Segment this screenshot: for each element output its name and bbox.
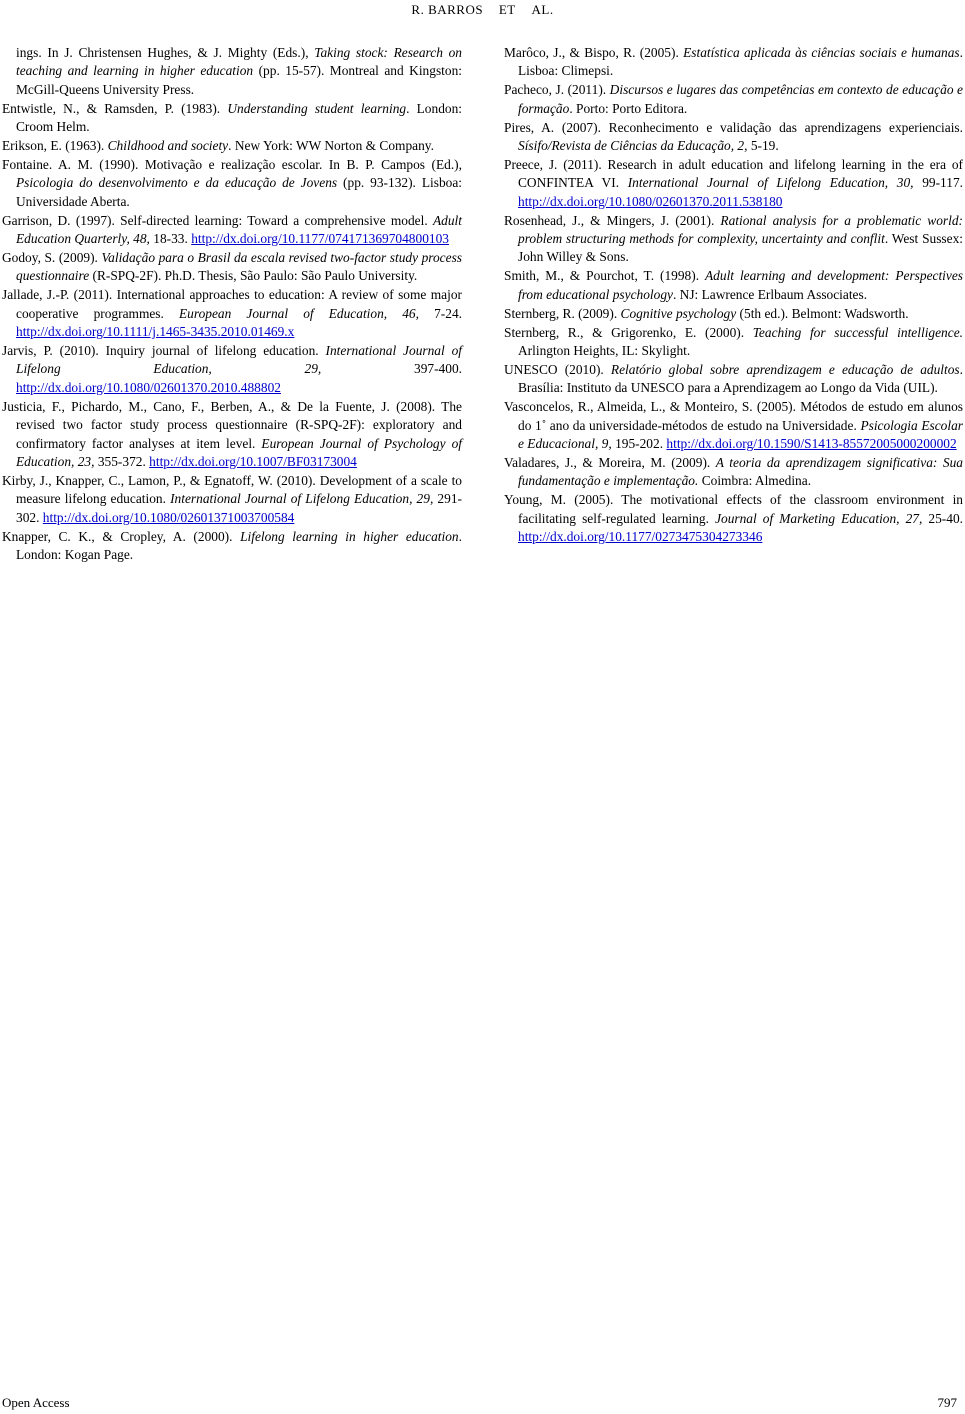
running-head — [0, 2, 965, 18]
reference-text: (pp. 15-57). Montreal and Kingston: McGill-Queens University Press. — [16, 63, 462, 97]
reference-text: ings. In J. Christensen Hughes, & J. Mighty (Eds.), — [16, 45, 315, 60]
reference-title: Sísifo/Revista de Ciências da Educação, 2, — [518, 138, 748, 154]
reference-entry — [504, 454, 963, 491]
references-right-column — [504, 44, 963, 547]
reference-entry — [504, 491, 963, 546]
reference-title: Relatório global sobre aprendizagem e educação de adultos — [610, 361, 960, 377]
reference-text: 397-400. — [321, 361, 462, 377]
reference-text: UNESCO (2010). — [504, 361, 611, 377]
running-head-author: R. BARROS — [411, 2, 484, 17]
reference-text: Sternberg, R., & Grigorenko, E. (2000). — [504, 324, 753, 340]
running-head-al: AL. — [531, 2, 554, 17]
reference-text: Coimbra: Almedina. — [698, 473, 812, 489]
reference-text: Jallade, J.-P. (2011). International approaches to education: A review of some major cooperative programmes. — [2, 287, 462, 321]
reference-entry — [2, 44, 462, 99]
reference-entry — [2, 528, 462, 565]
reference-text: . Porto: Porto Editora. — [569, 100, 688, 116]
reference-text: Erikson, E. (1963). — [2, 138, 108, 154]
reference-title: Estatística aplicada às ciências sociais e humanas — [683, 45, 960, 60]
reference-entry — [504, 305, 963, 323]
reference-title: European Journal of Education, 46, — [178, 305, 419, 321]
doi-link[interactable]: http://dx.doi.org/10.1080/02601370.2011.538180 — [518, 193, 783, 209]
reference-text: Kirby, J., Knapper, C., Lamon, P., & Egnatoff, W. (2010). Development of a scale to measure lifelong education. — [2, 472, 462, 507]
reference-entry — [2, 398, 462, 472]
doi-link[interactable]: http://dx.doi.org/10.1080/02601370.2010.488802 — [16, 379, 281, 395]
reference-text: Valadares, J., & Moreira, M. (2009). — [504, 454, 716, 470]
reference-title: Childhood and society — [107, 138, 229, 154]
reference-title: International Journal of Lifelong Education, 29, — [170, 491, 434, 507]
reference-text: . NJ: Lawrence Erlbaum Associates. — [672, 286, 868, 302]
doi-link[interactable]: http://dx.doi.org/10.1111/j.1465-3435.2010.01469.x — [16, 324, 295, 340]
reference-text: Vasconcelos, R., Almeida, L., & Monteiro, S. (2005). Métodos de estudo em alunos do 1˚ ano da universidade-métodos de estudo na Universidade. — [504, 399, 963, 433]
reference-text: 7-24. — [418, 305, 462, 321]
reference-entry — [504, 44, 963, 81]
doi-link[interactable]: http://dx.doi.org/10.1177/0273475304273346 — [518, 529, 763, 545]
reference-text: Marôco, J., & Bispo, R. (2005). — [504, 45, 684, 60]
reference-text: Entwistle, N., & Ramsden, P. (1983). — [2, 100, 228, 116]
references-left-column — [2, 44, 462, 565]
reference-text: Arlington Heights, IL: Skylight. — [518, 343, 691, 358]
reference-text: 18-33. — [149, 231, 192, 247]
reference-text: Godoy, S. (2009). — [2, 249, 102, 265]
reference-text: . London: Croom Helm. — [16, 100, 462, 135]
reference-text: Young, M. (2005). The motivational effects of the classroom environment in facilitating self-regulated learning. — [504, 492, 963, 526]
reference-entry — [2, 212, 462, 249]
reference-text: Knapper, C. K., & Cropley, A. (2000). — [2, 528, 241, 544]
reference-text: (R-SPQ-2F). Ph.D. Thesis, São Paulo: São Paulo University. — [89, 268, 418, 284]
reference-title: International Journal of Lifelong Education, 29, — [16, 343, 463, 377]
reference-text: . New York: WW Norton & Company. — [228, 138, 434, 154]
reference-title: Teaching for successful intelligence. — [752, 324, 963, 340]
doi-link[interactable]: http://dx.doi.org/10.1007/BF03173004 — [149, 453, 357, 469]
reference-title: Discursos e lugares das competências em contexto de educação e formação — [518, 82, 963, 116]
reference-text: Pires, A. (2007). Reconhecimento e validação das aprendizagens experienciais. — [504, 119, 963, 135]
reference-entry — [504, 212, 963, 267]
reference-title: A teoria da aprendizagem significativa: Sua fundamentação e implementação. — [518, 454, 963, 489]
reference-entry — [504, 324, 963, 361]
reference-title: European Journal of Psychology of Education, 23, — [16, 435, 463, 469]
reference-text: 99-117. — [913, 175, 963, 191]
reference-text: . Brasília: Instituto da UNESCO para a Aprendizagem ao Longo da Vida (UIL). — [518, 361, 963, 396]
reference-entry — [504, 81, 963, 118]
running-head-et: ET — [498, 2, 516, 17]
reference-text: 355-372. — [94, 453, 150, 469]
page-number: 797 — [937, 1395, 957, 1410]
reference-title: Rational analysis for a problematic world: problem structuring methods for complexity, uncertainty and conflit — [518, 212, 963, 247]
reference-text: Pacheco, J. (2011). — [504, 82, 610, 98]
reference-text: . West Sussex: John Willey & Sons. — [518, 231, 963, 265]
reference-text: Smith, M., & Pourchot, T. (1998). — [504, 268, 705, 284]
reference-text: Jarvis, P. (2010). Inquiry journal of lifelong education. — [2, 343, 326, 358]
reference-text: Fontaine. A. M. (1990). Motivação e realização escolar. In B. P. Campos (Ed.), — [2, 156, 462, 172]
reference-text: Preece, J. (2011). Research in adult education and lifelong learning in the era of CONFINTEA VI. — [504, 156, 963, 191]
reference-text: . Lisboa: Climepsi. — [518, 45, 964, 79]
reference-text: (pp. 93-132). Lisboa: Universidade Aberta. — [16, 175, 462, 209]
reference-title: Understanding student learning — [227, 100, 407, 116]
reference-text: 25-40. — [922, 510, 964, 526]
reference-entry — [2, 472, 462, 527]
reference-entry — [504, 361, 963, 398]
reference-entry — [504, 156, 963, 211]
reference-title: Adult learning and development: Perspectives from educational psychology — [518, 268, 963, 302]
reference-title: Cognitive psychology — [620, 305, 737, 321]
reference-title: Psicologia do desenvolvimento e da educação de Jovens — [16, 175, 338, 191]
reference-title: Adult Education Quarterly, 48, — [16, 212, 462, 247]
reference-text: Garrison, D. (1997). Self-directed learning: Toward a comprehensive model. — [2, 212, 433, 228]
doi-link[interactable]: http://dx.doi.org/10.1177/074171369704800103 — [191, 231, 449, 247]
reference-text: 291-302. — [16, 491, 462, 525]
reference-title: International Journal of Lifelong Education, 30, — [627, 175, 914, 191]
reference-entry — [504, 119, 963, 156]
reference-title: Journal of Marketing Education, 27, — [715, 510, 923, 526]
reference-text: 195-202. — [611, 436, 667, 452]
reference-title: Validação para o Brasil da escala revised two-factor study process questionnaire — [16, 249, 462, 284]
reference-entry — [2, 137, 462, 155]
doi-link[interactable]: http://dx.doi.org/10.1080/02601371003700584 — [42, 509, 295, 525]
reference-text: . London: Kogan Page. — [16, 528, 462, 562]
reference-entry — [2, 342, 462, 397]
reference-title: Psicologia Escolar e Educacional, 9, — [518, 417, 964, 452]
reference-text: Sternberg, R. (2009). — [504, 305, 621, 321]
reference-entry — [2, 156, 462, 211]
doi-link[interactable]: http://dx.doi.org/10.1590/S1413-85572005000200002 — [666, 436, 957, 452]
reference-entry — [2, 249, 462, 286]
reference-entry — [2, 100, 462, 137]
footer-open-access: Open Access — [2, 1395, 70, 1410]
reference-entry — [2, 286, 462, 341]
reference-entry — [504, 398, 963, 453]
reference-text: Justicia, F., Pichardo, M., Cano, F., Berben, A., & De la Fuente, J. (2008). The revised two factor study process questionnaire (R-SPQ-2F): exploratory and confirmatory factor analyses at item level. — [2, 398, 462, 451]
reference-title: Taking stock: Research on teaching and learning in higher education — [16, 45, 462, 79]
reference-entry — [504, 267, 963, 304]
reference-text: 5-19. — [747, 138, 779, 154]
reference-text: (5th ed.). Belmont: Wadsworth. — [736, 305, 909, 321]
reference-text: Rosenhead, J., & Mingers, J. (2001). — [504, 212, 721, 228]
reference-title: Lifelong learning in higher education — [240, 528, 459, 544]
